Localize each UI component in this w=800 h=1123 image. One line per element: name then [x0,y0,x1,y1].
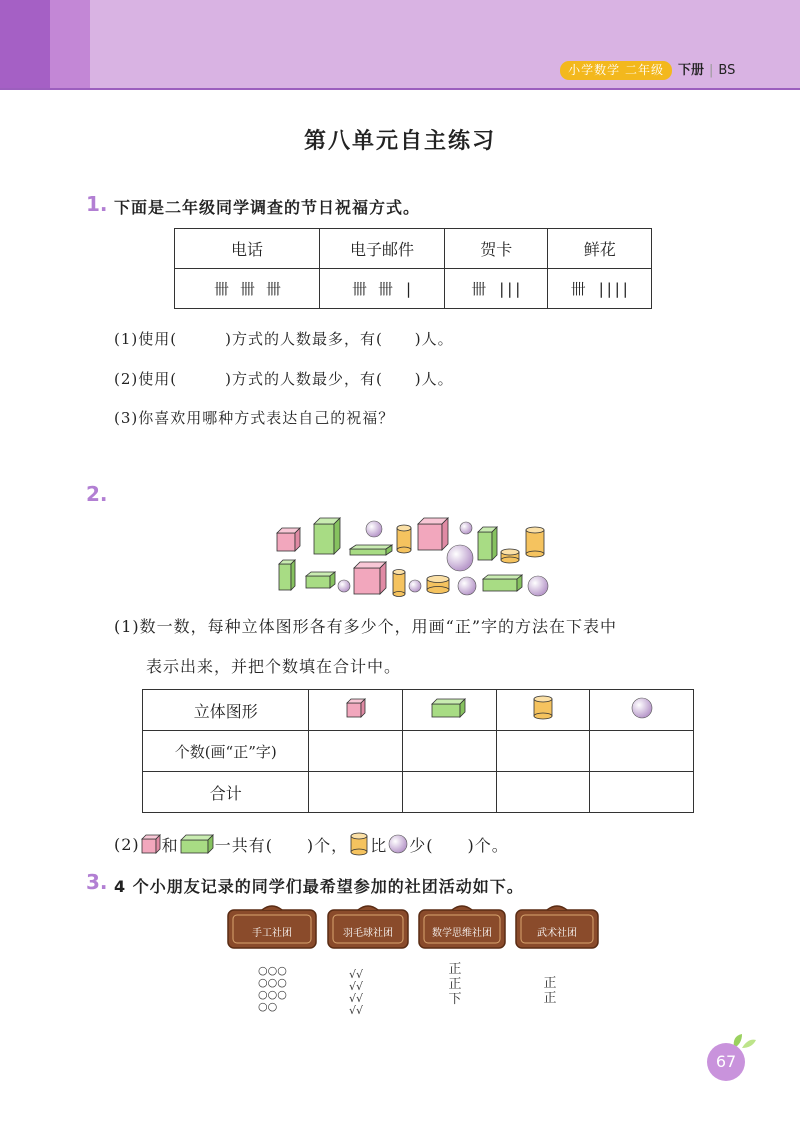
page-number: 67 [707,1043,745,1081]
q2-row-label-shape: 立体图形 [143,690,309,731]
tally-mark: | [404,280,413,298]
page-title: 第八单元自主练习 [303,128,496,154]
cuboid-icon [350,545,392,555]
q1-tally-flower [548,269,652,309]
tally-row: 正 [448,962,462,977]
solid-shapes-illustration [270,512,560,602]
cube-icon [343,695,369,721]
tally-mark: ||| [497,280,522,298]
q2-count-cube-cell[interactable] [309,731,403,772]
header-stripe-mid [50,0,90,88]
q2-total-cylinder-cell[interactable] [496,772,590,813]
tally-row: √√ [348,1004,364,1017]
q2-sub2-total: 一共有( )个， [214,835,349,855]
club-tally-martial-arts [535,976,565,1006]
q1-header-phone: 电话 [175,229,320,269]
q1-sub2: (2)使用( )方式的人数最少，有( )人。 [114,370,454,388]
q2-sub1-line2: 表示出来，并把个数填在合计中。 [146,657,402,676]
subject-badge: 小学数学 二年级 [560,61,672,80]
q2-shape-sphere [590,690,694,731]
sphere-icon [387,833,409,855]
q2-sub2 [114,832,509,856]
q2-sub2-prefix: (2) [114,834,140,854]
club-tally-math [440,962,470,1007]
tally-mark: 卌 [570,280,585,298]
tally-row: ○○○ [258,964,287,977]
q1-header-card: 贺卡 [445,229,548,269]
edition-text: BS [718,63,736,78]
q1-header-flower: 鲜花 [548,229,652,269]
sphere-icon [409,580,421,592]
cuboid-icon [306,572,335,588]
q2-total-cuboid-cell[interactable] [403,772,497,813]
question-3-text: 4 个小朋友记录的同学们最希望参加的社团活动如下。 [114,877,524,896]
tally-mark: 卌 [239,280,254,298]
tally-row: ○○ [258,1000,278,1013]
q2-sub1-line1: (1)数一数，每种立体图形各有多少个，用画“正”字的方法在下表中 [114,617,618,636]
cuboid-icon [483,575,522,591]
club-sign-badminton [326,904,418,950]
volume-text: 下册 [678,63,705,78]
tally-row: √√ [348,980,364,993]
volume-separator: | [709,63,714,78]
q2-row-label-count: 个数(画“正”字) [143,731,309,772]
q1-table [174,228,652,309]
cube-icon [354,562,386,594]
cylinder-icon [427,576,449,594]
q2-sub2-less: 少( )个。 [409,835,509,855]
q2-total-sphere-cell[interactable] [590,772,694,813]
q2-count-sphere-cell[interactable] [590,731,694,772]
tally-row: ○○○ [258,988,287,1001]
volume-label [678,61,735,80]
q1-sub1: (1)使用( )方式的人数最多，有( )人。 [114,330,454,348]
q2-shape-cube [309,690,403,731]
q2-shape-cuboid [403,690,497,731]
tally-row: 正 [543,976,557,991]
cylinder-icon [501,549,519,563]
cuboid-icon [478,527,497,560]
cuboid-icon [429,695,469,721]
tally-mark: 卌 [471,280,486,298]
q2-count-cylinder-cell[interactable] [496,731,590,772]
cylinder-icon [393,570,405,597]
club-sign-math [417,904,509,950]
club-name: 数学思维社团 [432,928,492,939]
q2-sub2-than: 比 [370,835,388,855]
cube-icon [140,833,162,855]
header-stripe-dark [0,0,50,88]
club-tally-badminton [336,969,376,1017]
q1-tally-email [319,269,444,309]
tally-mark: 卌 [351,280,366,298]
sphere-icon [338,580,350,592]
club-sign-martial-arts [514,904,606,950]
q1-sub3: (3)你喜欢用哪种方式表达自己的祝福？ [114,409,395,427]
sphere-icon [447,545,473,571]
question-2-number: 2. [86,482,108,506]
tally-mark: 卌 [265,280,280,298]
cube-icon [277,528,300,551]
q2-count-cuboid-cell[interactable] [403,731,497,772]
header-divider [0,88,800,90]
cylinder-icon [348,832,370,856]
club-name: 羽毛球社团 [343,928,393,939]
q2-shape-cylinder [496,690,590,731]
club-tally-handcraft [258,965,298,1013]
tally-mark: |||| [596,280,629,298]
cylinder-icon [530,694,556,722]
cuboid-icon [314,518,340,554]
cuboid-icon [179,833,215,855]
page-header [0,0,800,88]
tally-mark: 卌 [213,280,228,298]
tally-row: 正 [543,991,557,1006]
sphere-icon [458,577,476,595]
sphere-icon [528,576,548,596]
club-name: 武术社团 [537,928,577,939]
sphere-icon [629,695,655,721]
club-name: 手工社团 [252,928,292,939]
tally-row: √√ [348,992,364,1005]
sphere-icon [460,522,472,534]
tally-mark: 卌 [378,280,393,298]
q2-total-cube-cell[interactable] [309,772,403,813]
q2-table [142,689,694,813]
q1-tally-phone [175,269,320,309]
sphere-icon [366,521,382,537]
q1-header-email: 电子邮件 [319,229,444,269]
cylinder-icon [397,525,411,553]
cuboid-icon [279,560,295,590]
question-1-number: 1. [86,192,108,216]
club-sign-handcraft [226,904,318,950]
tally-row: ○○○ [258,976,287,989]
cylinder-icon [526,527,544,557]
tally-row: 下 [448,992,462,1007]
q1-tally-card [445,269,548,309]
question-1-text: 下面是二年级同学调查的节日祝福方式。 [114,198,421,217]
tally-row: √√ [348,968,364,981]
tally-row: 正 [448,977,462,992]
q2-sub2-and: 和 [161,835,179,855]
q2-row-label-total: 合计 [143,772,309,813]
cube-icon [418,518,448,550]
question-3-number: 3. [86,870,108,894]
